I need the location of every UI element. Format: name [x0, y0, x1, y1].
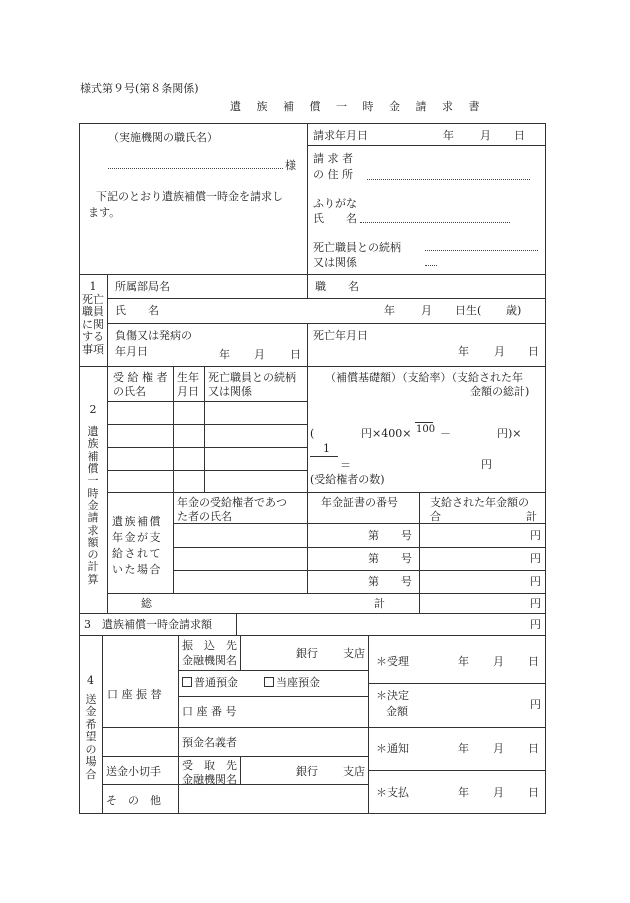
- relation-label-2: 又は関係: [313, 256, 357, 269]
- check-label: 送金小切手: [106, 765, 161, 778]
- formula-overline: [415, 422, 433, 423]
- current-deposit-label: 当座預金: [276, 676, 320, 689]
- statement-line-2: ます。: [88, 206, 121, 219]
- formula-fraction-bar: [310, 456, 338, 457]
- agency-head-field[interactable]: [108, 168, 283, 169]
- section-1-side-label: 死亡職員に関する事項: [82, 293, 104, 356]
- section-3-yen[interactable]: 円: [530, 618, 541, 631]
- relation-label-1: 死亡職員との続柄: [313, 241, 401, 254]
- request-date-day[interactable]: 日: [514, 129, 525, 142]
- received-label: ＊受理: [376, 655, 409, 668]
- formula-one: 1: [323, 442, 330, 455]
- pension-label: [112, 514, 170, 578]
- received-year[interactable]: 年: [458, 655, 469, 668]
- col-relation-2: 又は関係: [208, 385, 252, 398]
- account-no-label: 口 座 番 号: [182, 705, 237, 718]
- ordinary-deposit-option[interactable]: [182, 677, 238, 688]
- section-4-number: 4: [87, 674, 94, 687]
- basis-label: （補償基礎額）（支給率）（支給された年: [325, 371, 523, 384]
- pension-label-text: 遺族補償年金が支給されていた場合: [112, 515, 162, 576]
- section-4-side-label: 送金希望の場合: [85, 693, 97, 781]
- cert-dai-3[interactable]: 第: [368, 575, 379, 588]
- notice-label: ＊通知: [376, 742, 409, 755]
- dept-label: 所属部局名: [115, 280, 170, 293]
- section-2-number: 2: [89, 403, 97, 416]
- paid-total-label-2a: 合: [430, 510, 441, 523]
- section-2-side-label: 遺族補償一時金請求額の計算: [87, 425, 99, 586]
- decided-label-1: ＊決定: [376, 689, 409, 702]
- paid-year[interactable]: 年: [458, 786, 469, 799]
- request-date-label: 請求年月日: [313, 129, 368, 142]
- paid-day[interactable]: 日: [528, 786, 539, 799]
- death-year[interactable]: 年: [458, 345, 469, 358]
- total-yen[interactable]: 円: [530, 597, 541, 610]
- bank-label-1: 振 込 先: [182, 639, 237, 652]
- paid-total-label-2b: 計: [526, 510, 537, 523]
- total-right: 計: [374, 597, 385, 610]
- total-left: 総: [141, 597, 152, 610]
- pension-holder-1: 年金の受給権者であつ: [177, 496, 287, 509]
- decided-label-2: 金額: [386, 705, 408, 718]
- other-label: そ の 他: [106, 794, 161, 807]
- paid-total-label-1: 支給された年金額の: [430, 496, 529, 509]
- current-deposit-option[interactable]: [264, 677, 320, 688]
- claimant-name-field[interactable]: [360, 222, 510, 223]
- cert-go-3[interactable]: 号: [401, 575, 412, 588]
- birth-year[interactable]: 年: [384, 304, 395, 317]
- ordinary-deposit-label: 普通預金: [194, 676, 238, 689]
- section-1-number: 1: [89, 280, 97, 293]
- bank-branch[interactable]: 支店: [343, 647, 365, 660]
- address-label-2: の 住 所: [313, 168, 353, 181]
- bank-label-2: 金融機関名: [182, 654, 237, 667]
- request-date-month[interactable]: 月: [480, 129, 491, 142]
- formula-minus: －: [440, 427, 451, 440]
- age-suffix[interactable]: 歳): [506, 304, 522, 317]
- death-month[interactable]: 月: [494, 345, 505, 358]
- deceased-name-label: 氏 名: [115, 304, 159, 317]
- account-holder-label: 預金名義者: [182, 736, 237, 749]
- section-3-label: 3 遺族補償一時金請求額: [84, 618, 212, 631]
- paid-yen-3[interactable]: 円: [530, 575, 541, 588]
- cert-dai-2[interactable]: 第: [368, 552, 379, 565]
- cert-dai-1[interactable]: 第: [368, 529, 379, 542]
- col-birth-1: 生年: [177, 371, 199, 384]
- form-title: 遺 族 補 償 一 時 金 請 求 書: [230, 100, 486, 113]
- death-day[interactable]: 日: [528, 345, 539, 358]
- relation-field-1[interactable]: [425, 250, 538, 251]
- basis-label-2: 金額の総計): [470, 385, 530, 398]
- pension-holder-2: た者の氏名: [177, 510, 232, 523]
- formula-denominator: (受給権者の数): [310, 473, 385, 486]
- received-month[interactable]: 月: [493, 655, 504, 668]
- furigana-label: ふりがな: [313, 197, 357, 210]
- birth-day-suffix[interactable]: 日生(: [455, 304, 482, 317]
- cert-go-2[interactable]: 号: [401, 552, 412, 565]
- address-label-1: 請 求 者: [313, 152, 353, 165]
- col-recipient-2: の氏名: [113, 385, 146, 398]
- death-date-label: 死亡年月日: [313, 329, 368, 342]
- statement-line-1: 下記のとおり遺族補償一時金を請求し: [96, 190, 283, 203]
- injury-month[interactable]: 月: [254, 348, 265, 361]
- formula-result-yen[interactable]: 円: [481, 458, 492, 471]
- formula-yen-times: 円×400×: [361, 427, 412, 440]
- decided-yen[interactable]: 円: [530, 698, 541, 711]
- injury-year[interactable]: 年: [219, 348, 230, 361]
- birth-month[interactable]: 月: [421, 304, 432, 317]
- col-recipient-1: 受 給 権 者: [113, 371, 168, 384]
- received-day[interactable]: 日: [528, 655, 539, 668]
- position-label: 職 名: [315, 280, 359, 293]
- cert-go-1[interactable]: 号: [401, 529, 412, 542]
- cert-no-label: 年金証書の番号: [321, 496, 398, 509]
- recv-label-2: 金融機関名: [182, 773, 237, 786]
- col-birth-2: 月日: [177, 385, 199, 398]
- formula-open: (: [310, 427, 315, 440]
- col-relation-1: 死亡職員との続柄: [208, 371, 296, 384]
- sama-suffix: 様: [285, 159, 296, 172]
- bank-name[interactable]: 銀行: [296, 647, 318, 660]
- recv-bank-branch[interactable]: 支店: [343, 765, 365, 778]
- current-deposit-checkbox[interactable]: [264, 677, 274, 687]
- transfer-label: 口 座 振 替: [107, 688, 162, 701]
- injury-label-1: 負傷又は発病の: [115, 329, 192, 342]
- notice-year[interactable]: 年: [458, 742, 469, 755]
- injury-day[interactable]: 日: [290, 348, 301, 361]
- formula-numerator: 100: [416, 424, 436, 435]
- ordinary-deposit-checkbox[interactable]: [182, 677, 192, 687]
- claimant-name-label: 氏 名: [313, 212, 357, 225]
- recv-label-1: 受 取 先: [182, 759, 237, 772]
- paid-label: ＊支払: [376, 786, 409, 799]
- form-number: 様式第９号(第８条関係): [80, 82, 199, 95]
- formula-equals: ＝: [340, 459, 351, 472]
- agency-head-label: （実施機関の職氏名）: [108, 131, 218, 144]
- injury-label-2: 年月日: [115, 345, 148, 358]
- paid-yen-1[interactable]: 円: [530, 529, 541, 542]
- formula-yen-close: 円)×: [497, 427, 522, 440]
- paid-yen-2[interactable]: 円: [530, 552, 541, 565]
- recv-bank-name[interactable]: 銀行: [296, 765, 318, 778]
- notice-day[interactable]: 日: [528, 742, 539, 755]
- request-date-year[interactable]: 年: [443, 129, 454, 142]
- address-field[interactable]: [367, 179, 530, 180]
- relation-field-2[interactable]: [425, 265, 437, 266]
- paid-month[interactable]: 月: [493, 786, 504, 799]
- notice-month[interactable]: 月: [493, 742, 504, 755]
